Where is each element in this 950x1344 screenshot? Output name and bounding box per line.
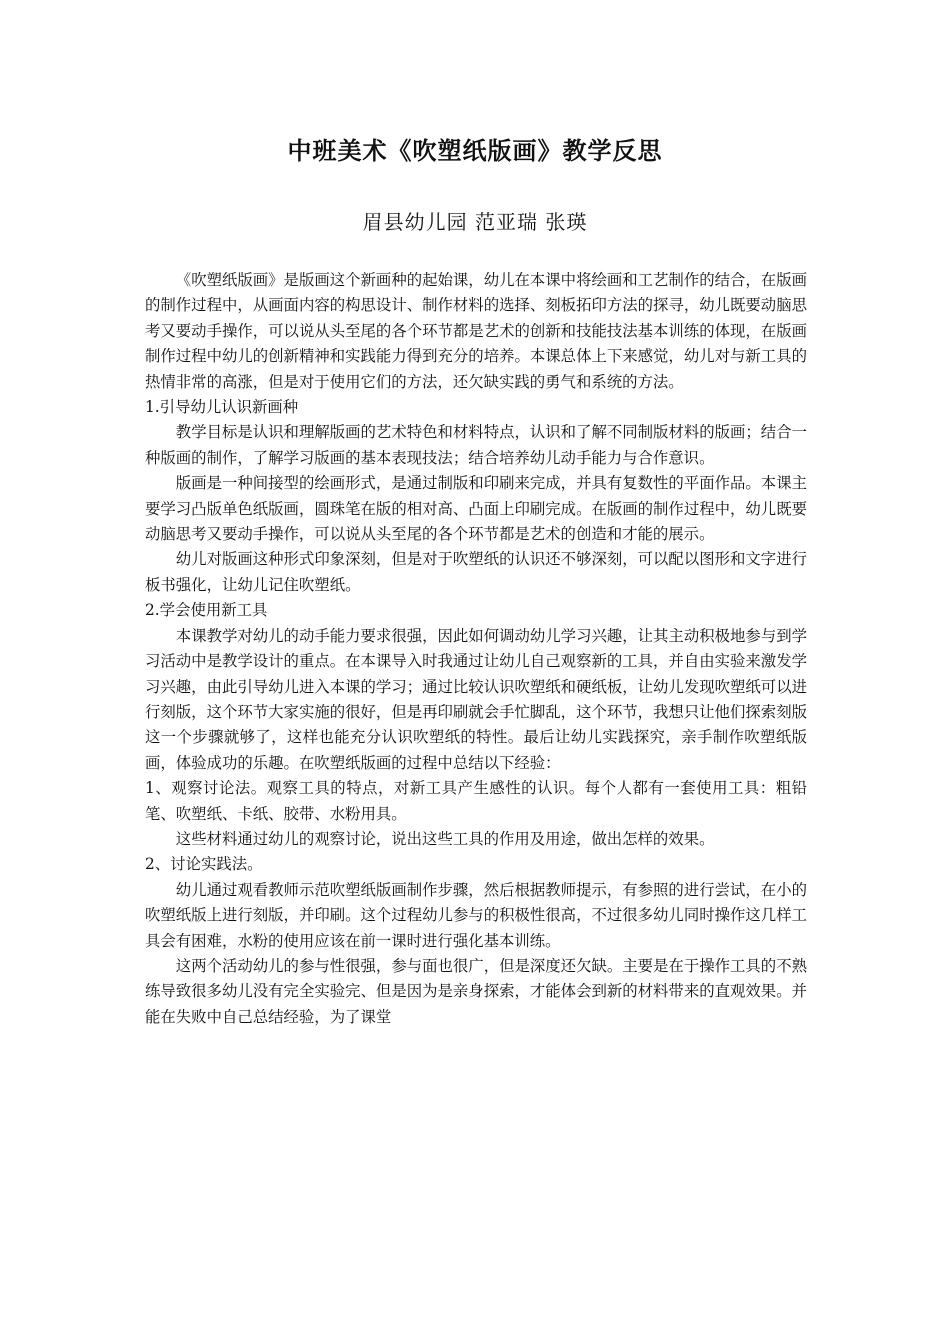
section-heading-2: 2.学会使用新工具 [145, 601, 268, 620]
list-item-observation: 1、观察讨论法。观察工具的特点，对新工具产生感性的认识。每个人都有一套使用工具：粗铅笔、吹塑纸、卡纸、胶带、水粉用具。 [145, 779, 807, 823]
paragraph-intro: 《吹塑纸版画》是版画这个新画种的起始课，幼儿在本课中将绘画和工艺制作的结合，在版画的制作过程中，从画面内容的构思设计、制作材料的选择、刻板拓印方法的探寻，幼儿既要动脑思考又要动手操作，可以说从头至尾的各个环节都是艺术的创新和技能技法基本训练的体现，在版画制作过程中幼儿的创新精神和实践能力得到充分的培养。本课总体上下来感觉，幼儿对与新工具的热情非常的高涨，但是对于使用它们的方法，还欠缺实践的勇气和系统的方法。 [145, 271, 807, 391]
document-author: 眉县幼儿园 范亚瑞 张瑛 [362, 210, 588, 234]
paragraph: 幼儿对版画这种形式印象深刻，但是对于吹塑纸的认识还不够深刻，可以配以图形和文字进行板书强化，让幼儿记住吹塑纸。 [145, 550, 807, 594]
document-body [145, 268, 807, 1030]
document-title: 中班美术《吹塑纸版画》教学反思 [287, 137, 663, 165]
paragraph: 教学目标是认识和理解版画的艺术特色和材料特点，认识和了解不同制版材料的版画；结合一种版画的制作，了解学习版画的基本表现技法；结合培养幼儿动手能力与合作意识。 [145, 423, 807, 467]
paragraph: 版画是一种间接型的绘画形式，是通过制版和印刷来完成，并具有复数性的平面作品。本课主要学习凸版单色纸版画，圆珠笔在版的相对高、凸面上印刷完成。在版画的制作过程中，幼儿既要动脑思考又要动手操作，可以说从头至尾的各个环节都是艺术的创造和才能的展示。 [145, 474, 807, 544]
list-item-practice: 2、讨论实践法。 [145, 855, 263, 874]
paragraph: 这些材料通过幼儿的观察讨论，说出这些工具的作用及用途，做出怎样的效果。 [175, 829, 715, 848]
paragraph: 幼儿通过观看教师示范吹塑纸版画制作步骤，然后根据教师提示，有参照的进行尝试，在小的吹塑纸版上进行刻版，并印刷。这个过程幼儿参与的积极性很高，不过很多幼儿同时操作这几样工具会有困难，水粉的使用应该在前一课时进行强化基本训练。 [145, 880, 807, 950]
section-heading-1: 1.引导幼儿认识新画种 [145, 398, 299, 417]
paragraph: 这两个活动幼儿的参与性很强，参与面也很广，但是深度还欠缺。主要是在于操作工具的不熟练导致很多幼儿没有完全实验完、但是因为是亲身探索，才能体会到新的材料带来的直观效果。并能在失败中自己总结经验，为了课堂 [145, 956, 807, 1026]
paragraph: 本课教学对幼儿的动手能力要求很强，因此如何调动幼儿学习兴趣，让其主动积极地参与到学习活动中是教学设计的重点。在本课导入时我通过让幼儿自己观察新的工具，并自由实验来激发学习兴趣，由此引导幼儿进入本课的学习；通过比较认识吹塑纸和硬纸板，让幼儿发现吹塑纸可以进行刻版，这个环节大家实施的很好，但是再印刷就会手忙脚乱，这个环节，我想只让他们探索刻版这一个步骤就够了，这样也能充分认识吹塑纸的特性。最后让幼儿实践探究，亲手制作吹塑纸版画，体验成功的乐趣。在吹塑纸版画的过程中总结以下经验： [145, 626, 807, 772]
